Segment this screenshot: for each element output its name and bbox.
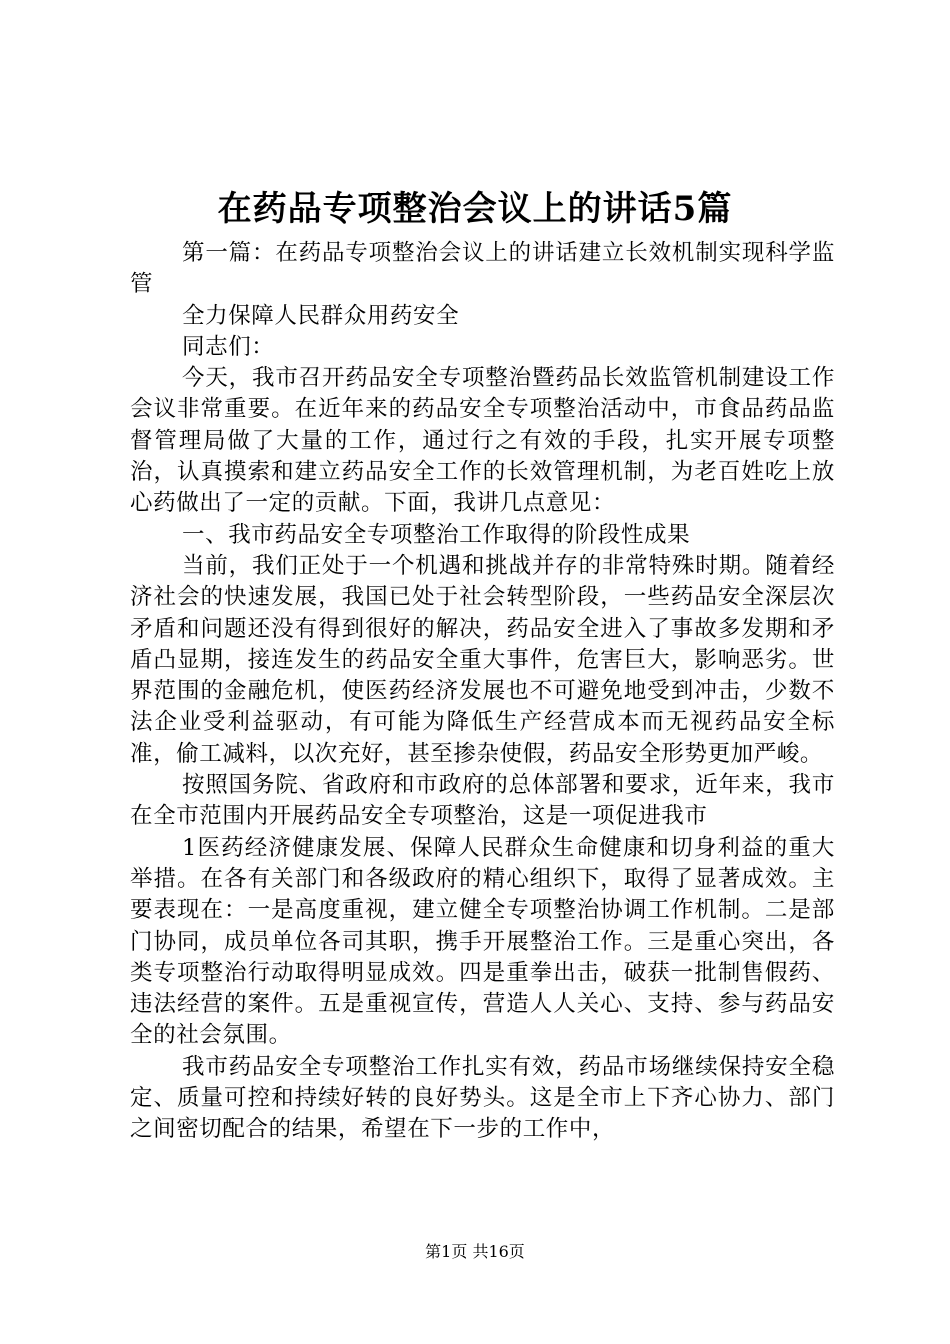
paragraph: 当前，我们正处于一个机遇和挑战并存的非常特殊时期。随着经济社会的快速发展，我国已处于社会转型阶段，一些药品安全深层次矛盾和问题还没有得到很好的解决，药品安全进入了事故多发期和矛盾凸显期，接连发生的药品安全重大事件，危害巨大，影响恶劣。世界范围的金融危机，使医药经济发展也不可避免地受到冲击，少数不法企业受利益驱动，有可能为降低生产经营成本而无视药品安全标准，偷工减料，以次充好，甚至掺杂使假，药品安全形势更加严峻。: [130, 552, 835, 767]
paragraph: 1医药经济健康发展、保障人民群众生命健康和切身利益的重大举措。在各有关部门和各级政府的精心组织下，取得了显著成效。主要表现在：一是高度重视，建立健全专项整治协调工作机制。二是部门协同，成员单位各司其职，携手开展整治工作。三是重心突出，各类专项整治行动取得明显成效。四是重拳出击，破获一批制售假药、违法经营的案件。五是重视宣传，营造人人关心、支持、参与药品安全的社会氛围。: [130, 834, 835, 1049]
paragraph: 第一篇：在药品专项整治会议上的讲话建立长效机制实现科学监管: [130, 240, 835, 298]
paragraph: 今天，我市召开药品安全专项整治暨药品长效监管机制建设工作会议非常重要。在近年来的药品安全专项整治活动中，市食品药品监督管理局做了大量的工作，通过行之有效的手段，扎实开展专项整治，认真摸索和建立药品安全工作的长效管理机制，为老百姓吃上放心药做出了一定的贡献。下面，我讲几点意见：: [130, 365, 835, 517]
paragraph: 同志们：: [182, 333, 275, 360]
section-heading: 一、我市药品安全专项整治工作取得的阶段性成果: [182, 521, 691, 548]
document-body: [130, 238, 835, 1146]
paragraph: 全力保障人民群众用药安全: [182, 302, 460, 329]
page-footer: 第1页 共16页: [425, 1242, 525, 1261]
document-title: 在药品专项整治会议上的讲话5篇: [217, 189, 733, 229]
paragraph: 我市药品安全专项整治工作扎实有效，药品市场继续保持安全稳定、质量可控和持续好转的良好势头。这是全市上下齐心协力、部门之间密切配合的结果，希望在下一步的工作中，: [130, 1053, 835, 1143]
paragraph: 按照国务院、省政府和市政府的总体部署和要求，近年来，我市在全市范围内开展药品安全专项整治，这是一项促进我市: [130, 772, 835, 830]
